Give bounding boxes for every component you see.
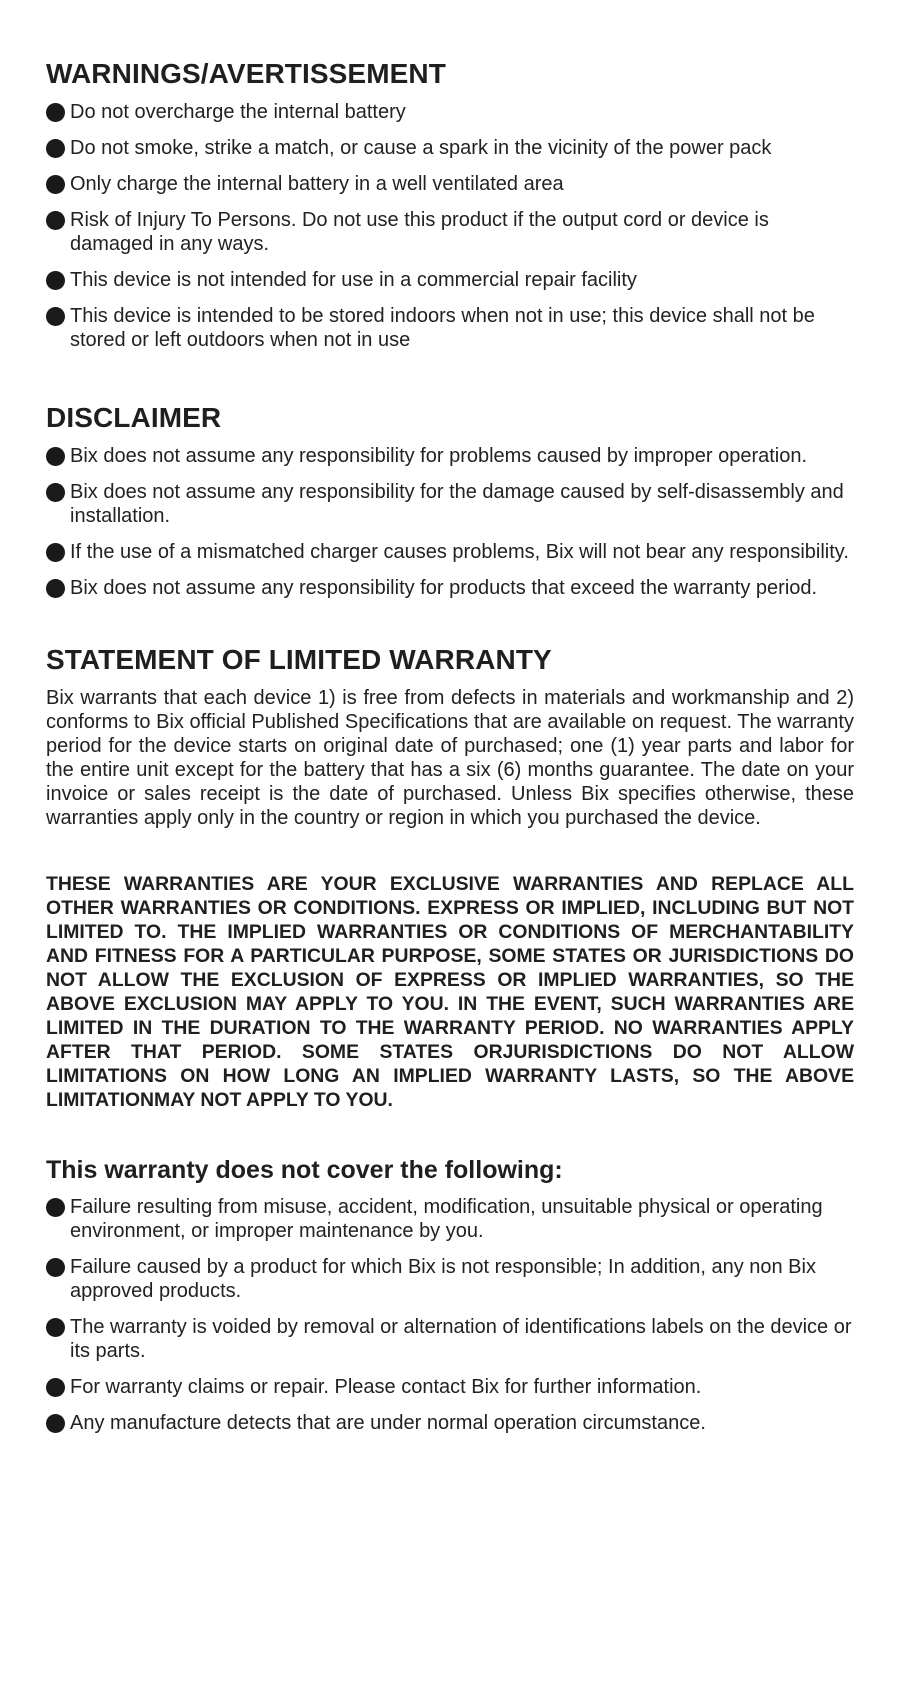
warnings-list — [46, 100, 854, 352]
not-covered-item — [46, 1255, 854, 1303]
warning-item-text: This device is not intended for use in a commercial repair facility — [70, 269, 637, 291]
warning-item-text: Do not overcharge the internal battery — [70, 101, 406, 123]
bullet-dot-icon — [46, 307, 65, 326]
disclaimer-item-text: If the use of a mismatched charger causes problems, Bix will not bear any responsibility. — [70, 541, 849, 563]
bullet-dot-icon — [46, 211, 65, 230]
not-covered-item — [46, 1411, 854, 1435]
warning-item-text: Only charge the internal battery in a well ventilated area — [70, 173, 564, 195]
not-covered-item-text: The warranty is voided by removal or alternation of identifications labels on the device or its parts. — [70, 1316, 852, 1362]
disclaimer-heading: DISCLAIMER — [46, 402, 222, 433]
warning-item — [46, 304, 854, 352]
bullet-dot-icon — [46, 1198, 65, 1217]
bullet-dot-icon — [46, 447, 65, 466]
not-covered-heading: This warranty does not cover the following: — [46, 1156, 563, 1184]
disclaimer-item — [46, 576, 854, 600]
not-covered-section — [46, 1156, 854, 1435]
warnings-heading: WARNINGS/AVERTISSEMENT — [46, 58, 446, 89]
warning-item — [46, 172, 854, 196]
not-covered-item-text: Any manufacture detects that are under normal operation circumstance. — [70, 1412, 706, 1434]
warning-item-text: Do not smoke, strike a match, or cause a spark in the vicinity of the power pack — [70, 137, 772, 159]
disclaimer-list — [46, 444, 854, 600]
disclaimer-item-text: Bix does not assume any responsibility for problems caused by improper operation. — [70, 445, 808, 467]
not-covered-item — [46, 1195, 854, 1243]
warning-item — [46, 208, 854, 256]
disclaimer-item — [46, 480, 854, 528]
bullet-dot-icon — [46, 543, 65, 562]
warranty-heading: STATEMENT OF LIMITED WARRANTY — [46, 644, 552, 675]
bullet-dot-icon — [46, 579, 65, 598]
warranty-caps-notice: THESE WARRANTIES ARE YOUR EXCLUSIVE WARRANTIES AND REPLACE ALL OTHER WARRANTIES OR CONDITIONS. EXPRESS OR IMPLIED, INCLUDING BUT NOT LIMITED TO. THE IMPLIED WARRANTIES OR CONDITIONS OF MERCHANTABILITY AND FITNESS FOR A PARTICULAR PURPOSE, SOME STATES OR JURISDICTIONS DO NOT ALLOW THE EXCLUSION OF EXPRESS OR IMPLIED WARRANTIES, SO THE ABOVE EXCLUSION MAY APPLY TO YOU. IN THE EVENT, SUCH WARRANTIES ARE LIMITED IN THE DURATION TO THE WARRANTY PERIOD. NO WARRANTIES APPLY AFTER THAT PERIOD. SOME STATES ORJURISDICTIONS DO NOT ALLOW LIMITATIONS ON HOW LONG AN IMPLIED WARRANTY LASTS, SO THE ABOVE LIMITATIONMAY NOT APPLY TO YOU. — [46, 873, 854, 1111]
not-covered-item — [46, 1375, 854, 1399]
disclaimer-item-text: Bix does not assume any responsibility for the damage caused by self-disassembly and installation. — [70, 481, 844, 527]
warranty-body: Bix warrants that each device 1) is free from defects in materials and workmanship and 2) conforms to Bix official Published Specifications that are available on request. The warranty period for the device starts on original date of purchased; one (1) year parts and labor for the entire unit except for the battery that has a six (6) months guarantee. The date on your invoice or sales receipt is the date of purchased. Unless Bix specifies otherwise, these warranties apply only in the country or region in which you purchased the device. — [46, 687, 854, 829]
not-covered-item-text: Failure resulting from misuse, accident, modification, unsuitable physical or operating environment, or improper maintenance by you. — [70, 1196, 823, 1242]
disclaimer-section — [46, 402, 854, 600]
disclaimer-item — [46, 444, 854, 468]
disclaimer-item-text: Bix does not assume any responsibility for products that exceed the warranty period. — [70, 577, 818, 599]
warning-item — [46, 100, 854, 124]
warranty-section — [46, 644, 854, 830]
bullet-dot-icon — [46, 1378, 65, 1397]
not-covered-item — [46, 1315, 854, 1363]
disclaimer-item — [46, 540, 854, 564]
bullet-dot-icon — [46, 271, 65, 290]
bullet-dot-icon — [46, 103, 65, 122]
bullet-dot-icon — [46, 139, 65, 158]
bullet-dot-icon — [46, 483, 65, 502]
warning-item — [46, 268, 854, 292]
not-covered-item-text: For warranty claims or repair. Please contact Bix for further information. — [70, 1376, 702, 1398]
bullet-dot-icon — [46, 1414, 65, 1433]
bullet-dot-icon — [46, 1258, 65, 1277]
not-covered-item-text: Failure caused by a product for which Bix is not responsible; In addition, any non Bix approved products. — [70, 1256, 816, 1302]
bullet-dot-icon — [46, 1318, 65, 1337]
warnings-section — [46, 58, 854, 352]
not-covered-list — [46, 1195, 854, 1435]
warning-item-text: Risk of Injury To Persons. Do not use this product if the output cord or device is damaged in any ways. — [70, 209, 769, 255]
bullet-dot-icon — [46, 175, 65, 194]
warning-item — [46, 136, 854, 160]
warning-item-text: This device is intended to be stored indoors when not in use; this device shall not be stored or left outdoors when not in use — [70, 305, 815, 351]
